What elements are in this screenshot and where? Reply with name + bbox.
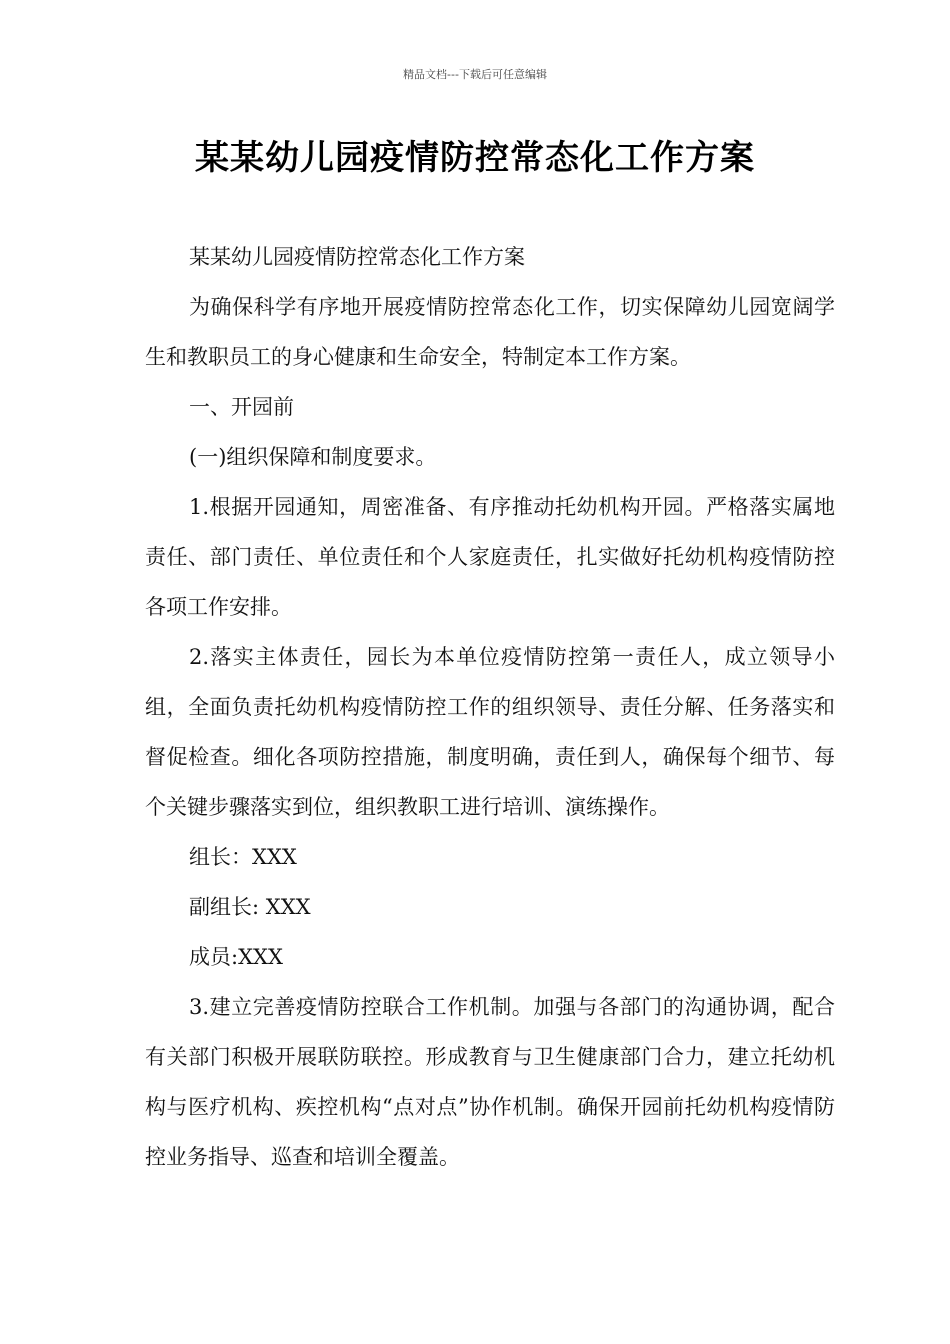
document-body [145, 232, 835, 1182]
document-title: 某某幼儿园疫情防控常态化工作方案 [195, 138, 755, 178]
paragraph-item-3: 3.建立完善疫情防控联合工作机制。加强与各部门的沟通协调，配合有关部门积极开展联防联控。形成教育与卫生健康部门合力，建立托幼机构与医疗机构、疾控机构“点对点”协作机制。确保开园前托幼机构疫情防控业务指导、巡查和培训全覆盖。 [145, 995, 835, 1169]
paragraph-item-2: 2.落实主体责任，园长为本单位疫情防控第一责任人，成立领导小组，全面负责托幼机构疫情防控工作的组织领导、责任分解、任务落实和督促检查。细化各项防控措施，制度明确，责任到人，确保每个细节、每个关键步骤落实到位，组织教职工进行培训、演练操作。 [145, 645, 835, 819]
team-members: 成员:XXX [189, 945, 283, 969]
team-deputy-leader: 副组长: XXX [189, 895, 311, 919]
paragraph-subtitle: 某某幼儿园疫情防控常态化工作方案 [189, 245, 525, 269]
paragraph-item-1: 1.根据开园通知，周密准备、有序推动托幼机构开园。严格落实属地责任、部门责任、单位责任和个人家庭责任，扎实做好托幼机构疫情防控各项工作安排。 [145, 495, 835, 619]
paragraph-intro: 为确保科学有序地开展疫情防控常态化工作，切实保障幼儿园宽阔学生和教职员工的身心健康和生命安全，特制定本工作方案。 [145, 295, 835, 369]
header-note: 精品文档---下载后可任意编辑 [403, 68, 547, 81]
team-leader: 组长：XXX [189, 845, 297, 869]
section-heading: 一、开园前 [189, 395, 294, 419]
subsection-heading: (一)组织保障和制度要求。 [189, 445, 437, 469]
